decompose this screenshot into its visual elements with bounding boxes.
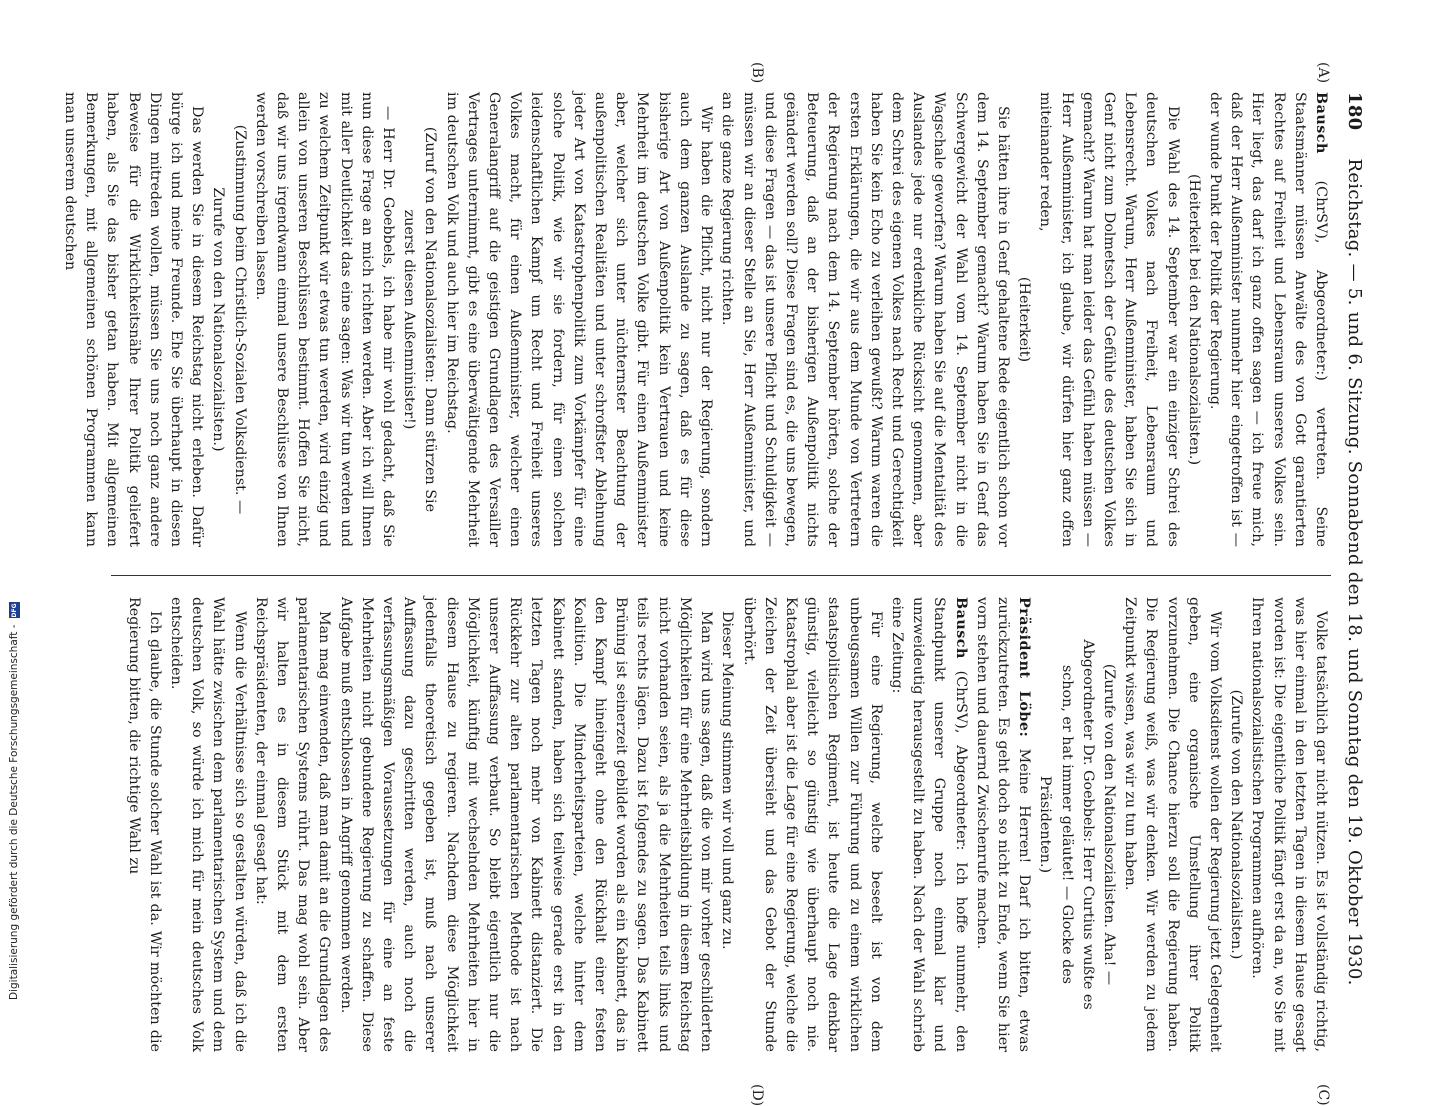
margin-letter-c: (C) [1315, 1084, 1331, 1106]
paragraph [737, 597, 885, 1052]
paragraph-text: Sie hätten ihre in Genf gehaltene Rede eigentlich schon vor dem 14. September gemacht? Warum haben Sie in Genf das Schwergewicht der Wahl vom 14. September nicht in die Wagschale geworfen? Warum haben Sie auf die Mentalität des Auslandes jede nur erdenkliche Rücksicht genommen, aber dem Schrei des eigenen Volkes nach Recht und Gerechtigkeit haben Sie kein Echo zu verleihen gewußt? Warum waren die ersten Erklärungen, die wir aus dem Munde von Vertretern der Regierung nach dem 14. September hörten, solche der Beteuerung, daß an der bisherigen Außenpolitik nichts geändert werden soll? Diese Fragen sind es, die uns bewegen, und diese Fragen — das ist unsere Pflicht und Schuldigkeit — müssen wir an dieser Stelle an Sie, Herr Außenminister, und an die ganze Regierung richten. [719, 92, 1011, 547]
paragraph-text: Wenn die Verhältnisse sich so gestalten würden, daß ich die Wahl hätte zwischen dem parlamentarischen System und dem deutschen Volk, so würde ich mich für mein deutsches Volk entscheiden. [168, 597, 248, 1052]
paragraph-text: Wir vom Volksdienst wollen der Regierung jetzt Gelegenheit geben, eine organische Umstellung ihrer Politik vorzunehmen. Die Chance hierzu soll die Regierung haben. Die Regierung weiß, was wir denken. Wir werden zu jedem Zeitpunkt wissen, was wir zu tun haben. [1122, 597, 1223, 1052]
margin-letter-a: (A) [1315, 62, 1331, 84]
paragraph-text: Ich glaube, die Stunde solcher Wahl ist da. Wir möchten die Regierung bitten, die richtige Wahl zu [125, 597, 163, 1052]
paragraph [971, 597, 1035, 1052]
paragraph [59, 92, 207, 547]
paragraph [886, 597, 971, 1052]
paragraph [250, 597, 335, 1052]
paragraph [165, 597, 250, 1052]
margin-letter-b: (B) [749, 62, 765, 84]
paragraph-text: Meine Herren! Darf ich bitten, etwas zurückzutreten. Es geht doch so nicht zu Ende, wenn Sie hier vorn stehen und dauernd Zwischenrufe machen. [973, 597, 1033, 1052]
paragraph-text: Die Wahl des 14. September war ein einziger Schrei des deutschen Volkes nach Freiheit, Lebensraum und Lebensrecht. Warum, Herr Außenminister, haben Sie sich in Genf nicht zum Dolmetsch der Gefühle des deutschen Volkes gemacht? Warum hat man leider das Gefühl haben müssen — Herr Außenminister, ich glaube, wir dürfen hier ganz offen miteinander reden, [1037, 92, 1181, 547]
paragraph-text: (ChrSV), Abgeordneter:) vertreten. Seine Staatsmänner müssen Anwälte des von Gott garantierten Rechtes auf Freiheit und Lebensraum unseres Volkes sein. Hier liegt, das darf ich ganz offen sagen — ich freue mich, daß der Herr Außenminister nunmehr hier eingetroffen ist — der wunde Punkt der Politik der Regierung. [1206, 92, 1329, 548]
paragraph-text: Dieser Meinung stimmen wir voll und ganz zu. [719, 611, 736, 950]
paragraph-text: (ChrSV), Abgeordneter: Ich hoffe nunmehr, den Standpunkt unserer Gruppe noch einmal klar und unzweideutig herausgestellt zu haben. Nach der Wahl schrieb eine Zeitung: [888, 597, 969, 1052]
speaker-name: Bausch [952, 597, 969, 659]
paragraph [440, 92, 716, 547]
paragraph [1246, 597, 1331, 1052]
speaker-name: Bausch [1313, 92, 1329, 154]
interjection: (Zurufe von den Nationalsozialisten. Aha! — Abgeordneter Dr. Goebbels: Herr Curtius wußte es schon, er hat immer geläutet! — Glocke des Präsidenten.) [1037, 639, 1117, 1010]
left-text-column [62, 92, 1331, 548]
paragraph-text: Wir haben die Pflicht, nicht nur der Regierung, sondern auch dem ganzen Auslande zu sagen, daß es für diese bisherige Art von Außenpolitik kein Vertrauen und keine Mehrheit im deutschen Volke gibt. Für einen Außenminister aber, welcher sich unter nüchternster Beachtung der außenpolitischen Realitäten und unter schroffster Ablehnung jeder Art von Katastrophenpolitik zum Vorkämpfer für eine solche Politik, wie wir sie fordern, für einen solchen leidenschaftlichen Kampf um Recht und Freiheit unseres Volkes macht, für einen Außenminister, welcher einen Generalangriff auf die geistigen Grundlagen des Versailler Vertrages unternimmt, gibt es eine überwältigende Mehrheit im deutschen Volk und auch hier im Reichstag. [443, 92, 715, 547]
paragraph-text: Volke tatsächlich gar nicht nützen. Es ist vollständig richtig, was hier einmal in den letzten Tagen in diesem Hause gesagt worden ist: Die eigentliche Politik fängt erst da an, wo Sie mit Ihren nationalsozialistischen Programmen aufhören. [1249, 597, 1329, 1052]
margin-letter-d: (D) [749, 1084, 765, 1106]
paragraph [1204, 92, 1331, 547]
column-divider [111, 575, 1331, 576]
credit-text: Digitalisierung gefördert durch die Deutsche Forschungsgemeinschaft - [8, 624, 20, 1000]
interjection: (Heiterkeit) [1016, 276, 1033, 363]
paragraph [122, 597, 164, 1052]
running-header [1337, 92, 1365, 1077]
paragraph-text: Man mag einwenden, daß man damit an die Grundlagen des parlamentarischen Systems rührt. Das mag wohl sein. Aber wir halten es in diesem Stück mit dem ersten Reichspräsidenten, der einmal gesagt hat: [252, 597, 333, 1052]
paragraph-text: Das werden Sie in diesem Reichstag nicht erleben. Dafür bürge ich und meine Freunde. Ehe Sie überhaupt in diesen Dingen mitreden wollen, müssen Sie uns noch ganz andere Beweise für die Wirklichkeitsnähe Ihrer Politik geliefert haben, als Sie das bisher getan haben. Mit allgemeinen Bemerkungen, mit allgemeinen schönen Programmen kann man unserem deutschen [62, 92, 206, 547]
digitization-credit [4, 0, 24, 1000]
paragraph-text: — Herr Dr. Goebbels, ich habe mir wohl gedacht, daß Sie nun diese Frage an mich richten werden. Aber ich will Ihnen mit aller Deutlichkeit das eine sagen: Was wir tun werden und zu welchem Zeitpunkt wir etwas tun werden, wird einzig und allein von unseren Beschlüssen bestimmt. Hoffen Sie nicht, daß wir uns irgendwann einmal unsere Beschlüsse von Ihnen werden vorschreiben lassen. [252, 92, 397, 547]
speaker-name: Präsident Löbe: [1016, 597, 1033, 738]
paragraph [716, 92, 1013, 547]
interjection: (Heiterkeit bei den Nationalsozialisten.) [1185, 173, 1202, 466]
interjection: (Zustimmung beim Christlich-Sozialen Volksdienst. — Zurufe von den Nationalsozialisten.) [210, 124, 248, 515]
right-text-column [106, 597, 1331, 1052]
rotated-document-page [62, 62, 1365, 1106]
paragraph [334, 597, 716, 1052]
paragraph [250, 92, 398, 547]
page-number: 180 [1344, 92, 1365, 131]
interjection: (Zuruf von den Nationalsozialisten: Dann stürzen Sie zuerst diesen Außenminister!) [401, 126, 439, 513]
paragraph-text: Für eine Regierung, welche beseelt ist von dem unbeugsamen Willen zur Führung und zu einem wirklichen staatspolitischen Regiment, ist heute die Lage denkbar günstig, vielleicht so günstig wie überhaupt noch nie. Katastrophal aber ist die Lage für eine Regierung, welche die Zeichen der Zeit übersieht und das Gebot der Stunde überhört. [740, 597, 884, 1052]
paragraph-text: Man wird uns sagen, daß die von mir vorher geschilderten Möglichkeiten für eine Mehrheitsbildung in diesem Reichstag nicht vorhanden seien, als ja die Mehrheiten teils links und teils rechts lägen. Dazu ist folgendes zu sagen. Das Kabinett Brüning ist seinerzeit gebildet worden als ein Kabinett, das in den Kampf hineingeht ohne den Rückhalt einer festen Koalition. Die Minderheitsparteien, welche hinter dem Kabinett standen, haben sich teilweise gerade erst in den letzten Tagen noch mehr von Kabinett distanziert. Die Rückkehr zur alten parlamentarischen Methode ist nach unserer Auffassung verbaut. So bleibt eigentlich nur die Möglichkeit, künftig mit wechselnden Mehrheiten hier in diesem Hause zu regieren. Nachdem diese Möglichkeit jedenfalls theoretisch gegeben ist, muß nach unserer Auffassung dazu geschritten werden, auch noch die verfassungsmäßigen Voraussetzungen für eine an feste Mehrheiten nicht gebundene Regierung zu schaffen. Diese Aufgabe muß entschlossen in Angriff genommen werden. [337, 597, 715, 1052]
header-title: Reichstag. — 5. und 6. Sitzung. Sonnabend den 18. und Sonntag den 19. Oktober 1930. [1344, 158, 1365, 986]
paragraph [1119, 597, 1225, 1052]
paragraph [716, 597, 737, 1052]
paragraph [1034, 92, 1182, 547]
interjection: (Zurufe von den Nationalsozialisten.) [1228, 689, 1245, 960]
dfg-logo: DFG [10, 603, 18, 618]
